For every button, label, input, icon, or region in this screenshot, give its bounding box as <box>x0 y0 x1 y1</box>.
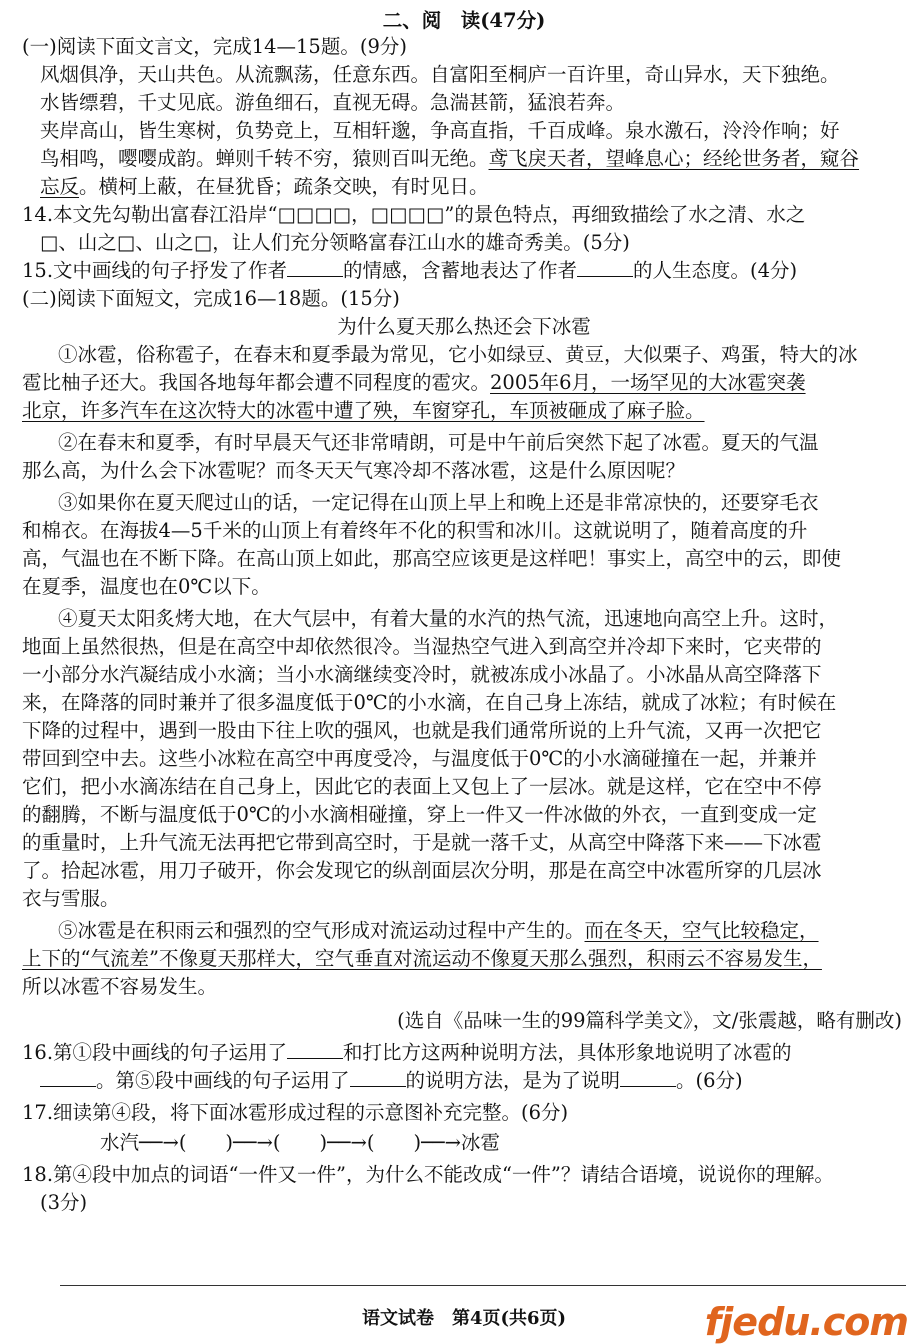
question-18: 18.第④段中加点的词语“一件又一件”，为什么不能改成“一件”？请结合语境，说说你的理解。 <box>22 1163 834 1186</box>
underlined-sentence: 鸢飞戾天者，望峰息心；经纶世务者，窥谷 <box>488 147 860 170</box>
underlined-sentence: 2005年6月，一场罕见的大冰雹突袭 <box>490 371 806 394</box>
question-text: 的人生态度。(4分) <box>633 259 798 282</box>
paragraph-4-line: 下降的过程中，遇到一股由下往上吹的强风，也就是我们通常所说的上升气流，又再一次把它 <box>22 719 822 742</box>
question-17: 17.细读第④段，将下面冰雹形成过程的示意图补充完整。(6分) <box>22 1101 569 1124</box>
paragraph-1-line: ①冰雹，俗称雹子，在春末和夏季最为常见，它小如绿豆、黄豆，大似栗子、鸡蛋，特大的冰 <box>58 343 858 366</box>
paragraph-4-line: 带回到空中去。这些小冰粒在高空中再度受冷，与温度低于0℃的小水滴碰撞在一起，并兼并 <box>22 747 817 770</box>
question-text: 。(6分) <box>676 1069 743 1092</box>
paragraph-4-line: 了。拾起冰雹，用刀子破开，你会发现它的纵剖面层次分明，那是在高空中冰雹所穿的几层冰 <box>22 859 822 882</box>
paragraph-2-line: 那么高，为什么会下冰雹呢？而冬天天气寒冷却不落冰雹，这是什么原因呢？ <box>22 459 686 482</box>
paragraph-2-line: ②在春末和夏季，有时早晨天气还非常晴朗，可是中午前后突然下起了冰雹。夏天的气温 <box>58 431 819 454</box>
dotted-phrase: 一件又一件 <box>465 803 564 826</box>
classical-text-line: 风烟俱净，天山共色。从流飘荡，任意东西。自富阳至桐庐一百许里，奇山异水，天下独绝。 <box>40 63 840 86</box>
underlined-sentence: 北京，许多汽车在这次特大的冰雹中遭了殃，车窗穿孔，车顶被砸成了麻子脸。 <box>22 399 705 422</box>
paragraph-1-line <box>22 370 906 396</box>
paragraph-3-line: 在夏季，温度也在0℃以下。 <box>22 575 271 598</box>
page-footer: 语文试卷 第4页(共6页) <box>361 1308 567 1329</box>
paragraph-5-line: 所以冰雹不容易发生。 <box>22 975 218 998</box>
paragraph-4-line: 一小部分水汽凝结成小水滴；当小水滴继续变冷时，就被冻成小冰晶了。小冰晶从高空降落下 <box>22 663 822 686</box>
classical-text-line: 水皆缥碧，千丈见底。游鱼细石，直视无碍。急湍甚箭，猛浪若奔。 <box>40 91 626 114</box>
paragraph-4-line: 的重量时，上升气流无法再把它带到高空时，于是就一落千丈，从高空中降落下来——下冰雹 <box>22 831 822 854</box>
paragraph-4-line: 来，在降落的同时兼并了很多温度低于0℃的小水滴，在自己身上冻结，就成了冰粒；有时候在 <box>22 691 837 714</box>
question-text: 。第⑤段中画线的句子运用了 <box>96 1069 350 1092</box>
question-text: 和打比方这两种说明方法，具体形象地说明了冰雹的 <box>343 1041 792 1064</box>
section-title: 二、阅 读(47分) <box>382 9 546 32</box>
question-text: 的说明方法，是为了说明 <box>405 1069 621 1092</box>
article-title: 为什么夏天那么热还会下冰雹 <box>337 315 591 338</box>
paragraph-3-line: ③如果你在夏天爬过山的话，一定记得在山顶上早上和晚上还是非常凉快的，还要穿毛衣 <box>58 491 819 514</box>
underlined-sentence: 而在冬天，空气比较稳定， <box>584 919 819 942</box>
answer-line[interactable] <box>60 1285 906 1286</box>
question-16-cont <box>40 1068 906 1094</box>
classical-text-line <box>40 146 906 172</box>
paragraph-4-line <box>22 802 906 828</box>
text-segment: 冰做的外衣，一直到变成一定 <box>563 803 817 826</box>
text-segment: ⑤冰雹是在积雨云和强烈的空气形成对流运动过程中产生的。 <box>58 919 585 942</box>
paragraph-4-line: ④夏天太阳炙烤大地，在大气层中，有着大量的水汽的热气流，迅速地向高空上升。这时， <box>58 607 839 630</box>
article-source: (选自《品味一生的99篇科学美文》，文/张震越，略有删改) <box>397 1009 902 1032</box>
underlined-sentence: 忘反 <box>40 175 80 198</box>
question-text: 的情感，含蓄地表达了作者 <box>343 259 578 282</box>
paragraph-5-line <box>58 918 906 944</box>
classical-text-line: 夹岸高山，皆生寒树，负势竞上，互相轩邈，争高直指，千百成峰。泉水激石，泠泠作响；好 <box>40 119 840 142</box>
answer-blank[interactable] <box>287 1040 343 1059</box>
question-18-cont: (3分) <box>40 1191 88 1214</box>
text-segment: 雹比柚子还大。我国各地每年都会遭不同程度的雹灾。 <box>22 371 491 394</box>
question-15 <box>22 258 906 284</box>
question-text: 15.文中画线的句子抒发了作者 <box>22 259 288 282</box>
answer-blank[interactable] <box>40 1068 96 1087</box>
question-14-cont: □、山之□、山之□，让人们充分领略富春江山水的雄奇秀美。(5分) <box>40 231 630 254</box>
paragraph-5-line <box>22 946 906 972</box>
watermark-logo: fjedu.com <box>704 1300 908 1344</box>
question-14: 14.本文先勾勒出富春江沿岸“□□□□，□□□□”的景色特点，再细致描绘了水之清、水之 <box>22 203 806 226</box>
text-segment: 鸟相鸣，嘤嘤成韵。蝉则千转不穷，猿则百叫无绝。 <box>40 147 489 170</box>
answer-blank[interactable] <box>287 258 343 277</box>
text-segment: 的翻腾，不断与温度低于0℃的小水滴相碰撞，穿上 <box>22 803 466 826</box>
paragraph-3-line: 高，气温也在不断下降。在高山顶上如此，那高空应该更是这样吧！事实上，高空中的云，即使 <box>22 547 842 570</box>
paragraph-4-line: 它们，把小水滴冻结在自己身上，因此它的表面上又包上了一层冰。就是这样，它在空中不停 <box>22 775 822 798</box>
answer-blank[interactable] <box>620 1068 676 1087</box>
paragraph-4-line: 衣与雪服。 <box>22 887 120 910</box>
answer-blank[interactable] <box>577 258 633 277</box>
underlined-sentence: 上下的“气流差”不像夏天那样大，空气垂直对流运动不像夏天那么强烈，积雨云不容易发生， <box>22 947 822 970</box>
part2-heading: (二)阅读下面短文，完成16—18题。(15分) <box>22 287 400 310</box>
classical-text-line <box>40 174 906 200</box>
part1-heading: (一)阅读下面文言文，完成14—15题。(9分) <box>22 35 407 58</box>
paragraph-1-line <box>22 398 906 424</box>
hail-formation-diagram[interactable]: 水汽──→( )──→( )──→( )──→冰雹 <box>100 1131 500 1154</box>
text-segment: 。横柯上蔽，在昼犹昏；疏条交映，有时见日。 <box>79 175 489 198</box>
paragraph-3-line: 和棉衣。在海拔4—5千米的山顶上有着终年不化的积雪和冰川。这就说明了，随着高度的升 <box>22 519 808 542</box>
answer-blank[interactable] <box>350 1068 406 1087</box>
question-text: 16.第①段中画线的句子运用了 <box>22 1041 288 1064</box>
paragraph-4-line: 地面上虽然很热，但是在高空中却依然很冷。当湿热空气进入到高空并冷却下来时，它夹带的 <box>22 635 822 658</box>
question-16 <box>22 1040 906 1066</box>
